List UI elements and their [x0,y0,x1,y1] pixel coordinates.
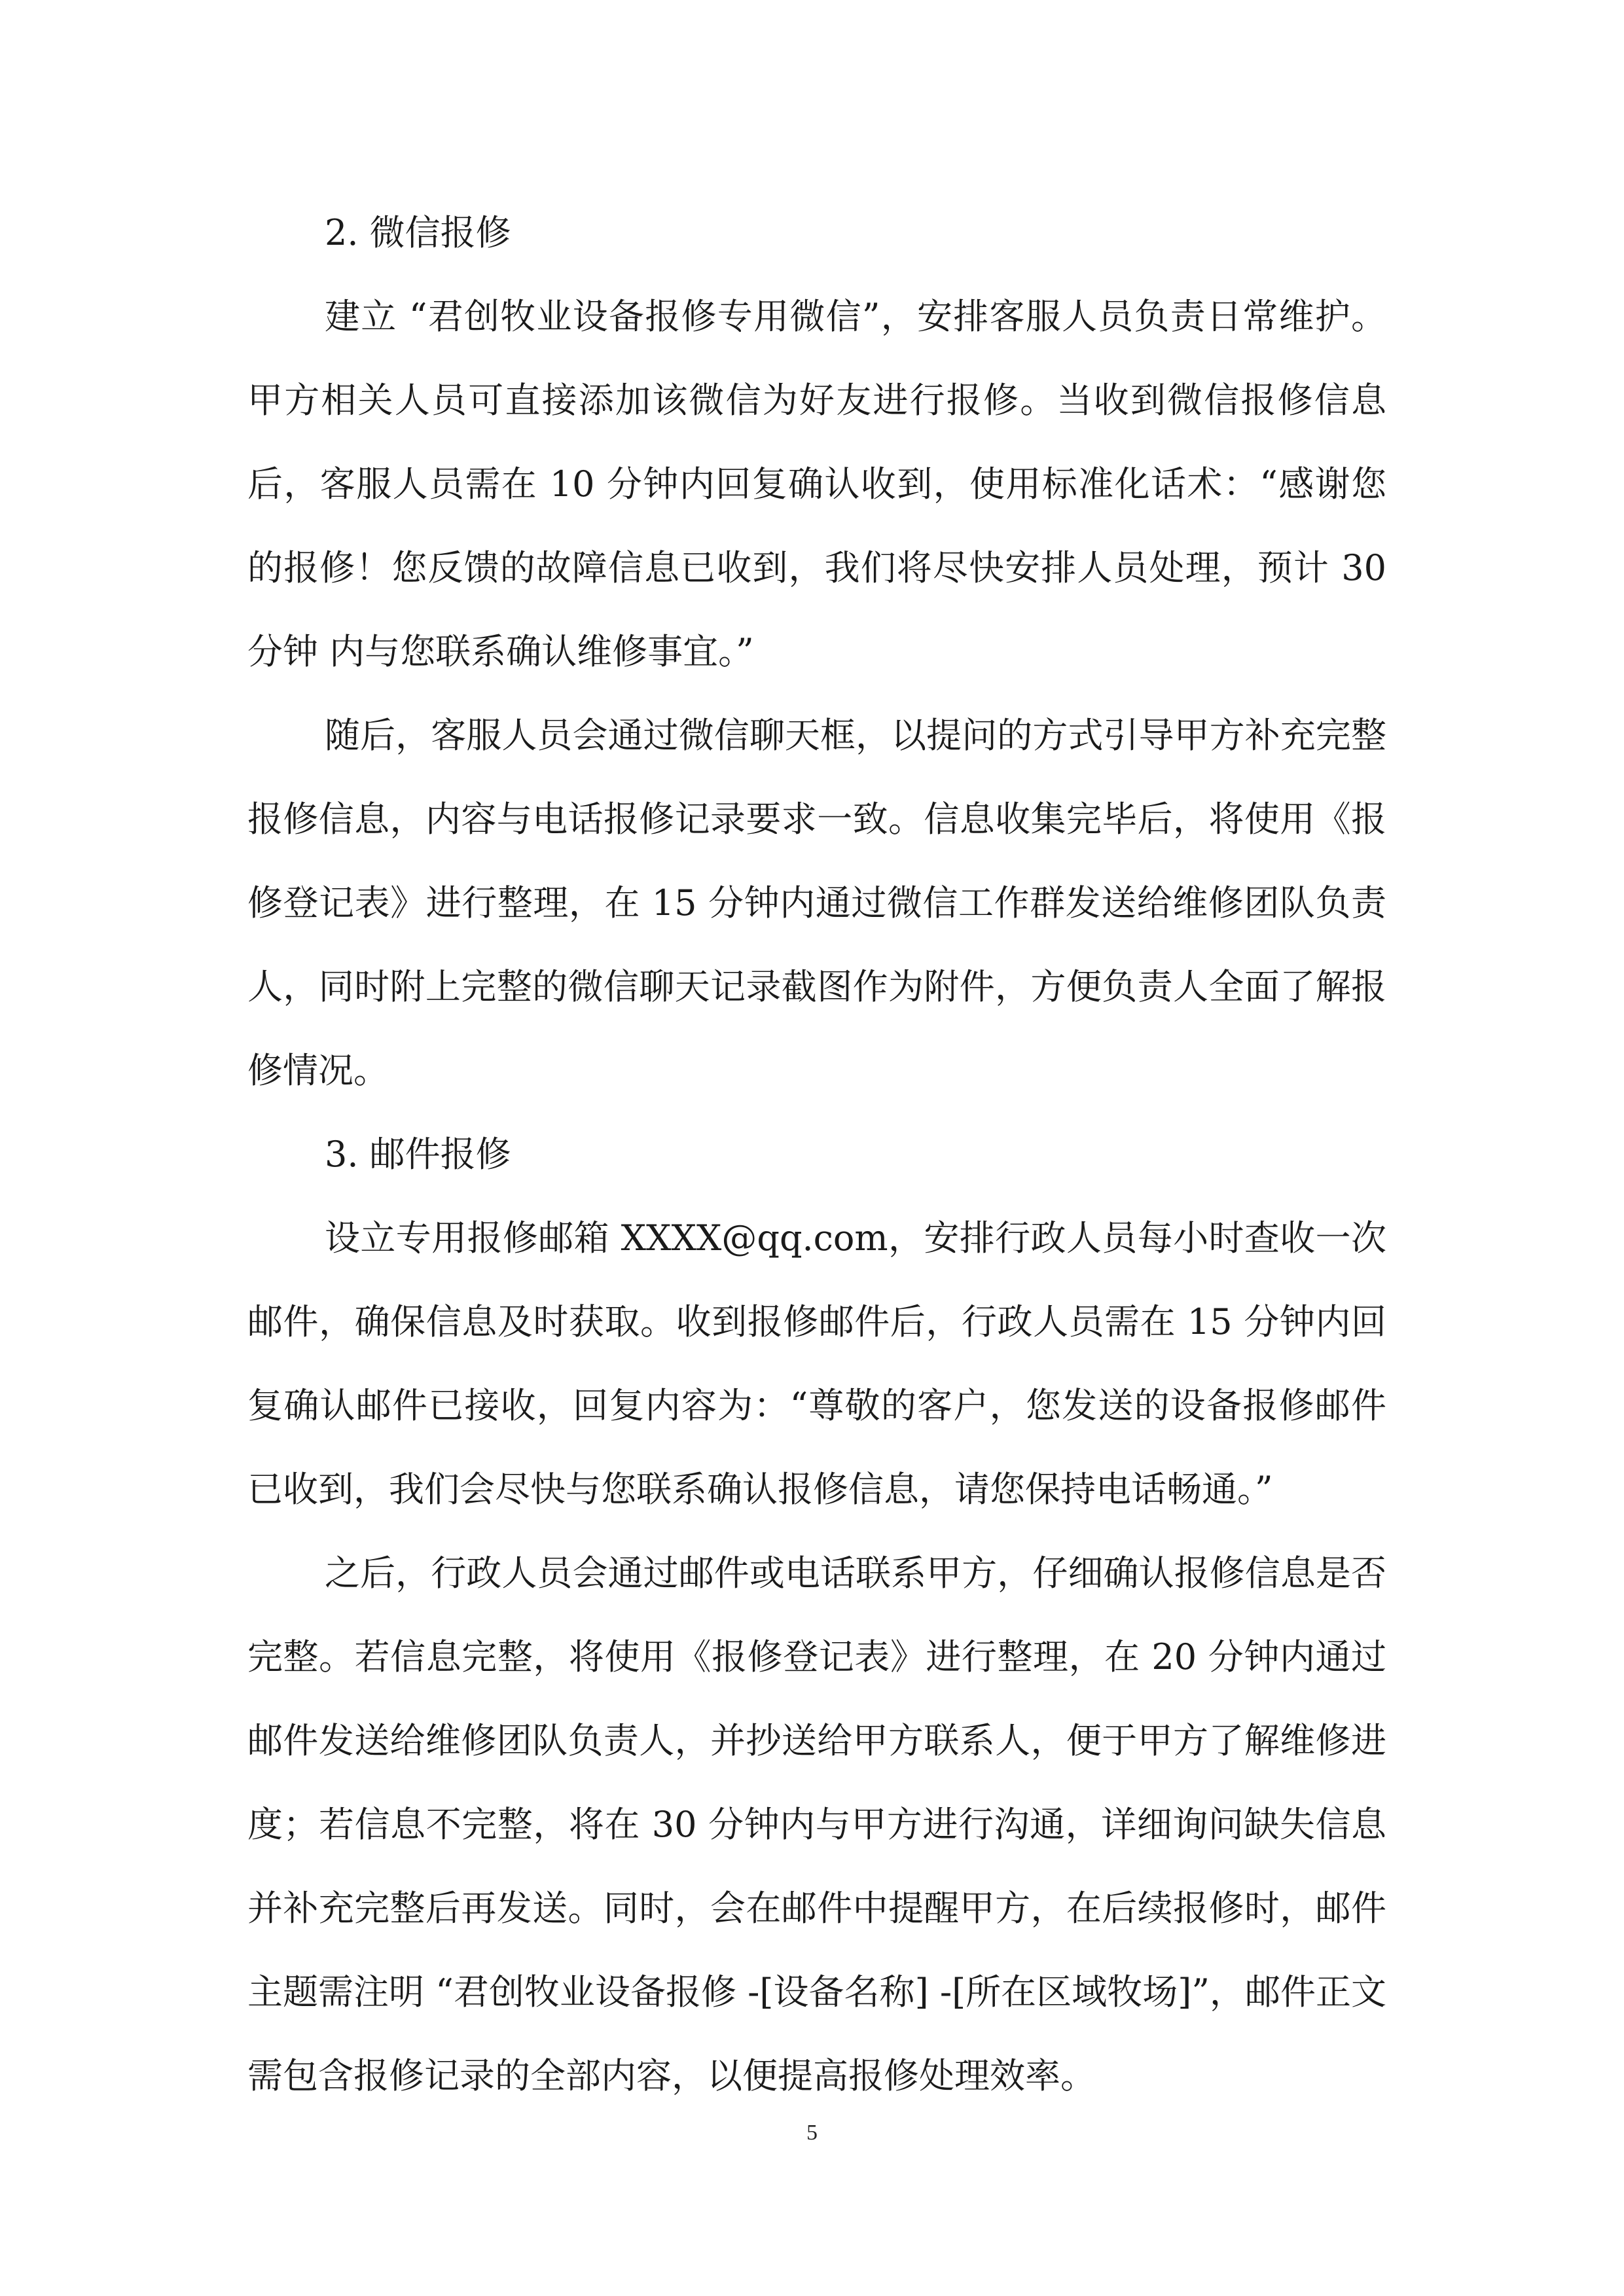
section-heading-email-repair: 3. 邮件报修 [325,1134,511,1175]
document-body [247,191,1386,2118]
paragraph-wechat-setup: 建立 “君创牧业设备报修专用微信”，安排客服人员负责日常维护。甲方相关人员可直接添加该微信为好友进行报修。当收到微信报修信息后，客服人员需在 10 分钟内回复确认收到，使用标准化话术：“感谢您的报修！您反馈的故障信息已收到，我们将尽快安排人员处理，预计 30 分钟 内与您联系确认维修事宜。” [247,296,1386,672]
page-number: 5 [806,2121,818,2145]
paragraph-email-followup: 之后，行政人员会通过邮件或电话联系甲方，仔细确认报修信息是否完整。若信息完整，将使用《报修登记表》进行整理，在 20 分钟内通过邮件发送给维修团队负责人，并抄送给甲方联系人，便于甲方了解维修进度；若信息不完整，将在 30 分钟内与甲方进行沟通，详细询问缺失信息并补充完整后再发送。同时，会在邮件中提醒甲方，在后续报修时，邮件主题需注明 “君创牧业设备报修 -[设备名称] -[所在区域牧场]”，邮件正文需包含报修记录的全部内容，以便提高报修处理效率。 [247,1552,1386,2096]
paragraph-wechat-followup: 随后，客服人员会通过微信聊天框，以提问的方式引导甲方补充完整报修信息，内容与电话报修记录要求一致。信息收集完毕后，将使用《报修登记表》进行整理，在 15 分钟内通过微信工作群发送给维修团队负责人，同时附上完整的微信聊天记录截图作为附件，方便负责人全面了解报修情况。 [247,715,1386,1091]
paragraph-email-setup: 设立专用报修邮箱 XXXX@qq.com，安排行政人员每小时查收一次邮件，确保信息及时获取。收到报修邮件后，行政人员需在 15 分钟内回复确认邮件已接收，回复内容为：“尊敬的客户，您发送的设备报修邮件已收到，我们会尽快与您联系确认报修信息，请您保持电话畅通。” [247,1217,1386,1510]
section-heading-wechat-repair: 2. 微信报修 [325,212,511,253]
